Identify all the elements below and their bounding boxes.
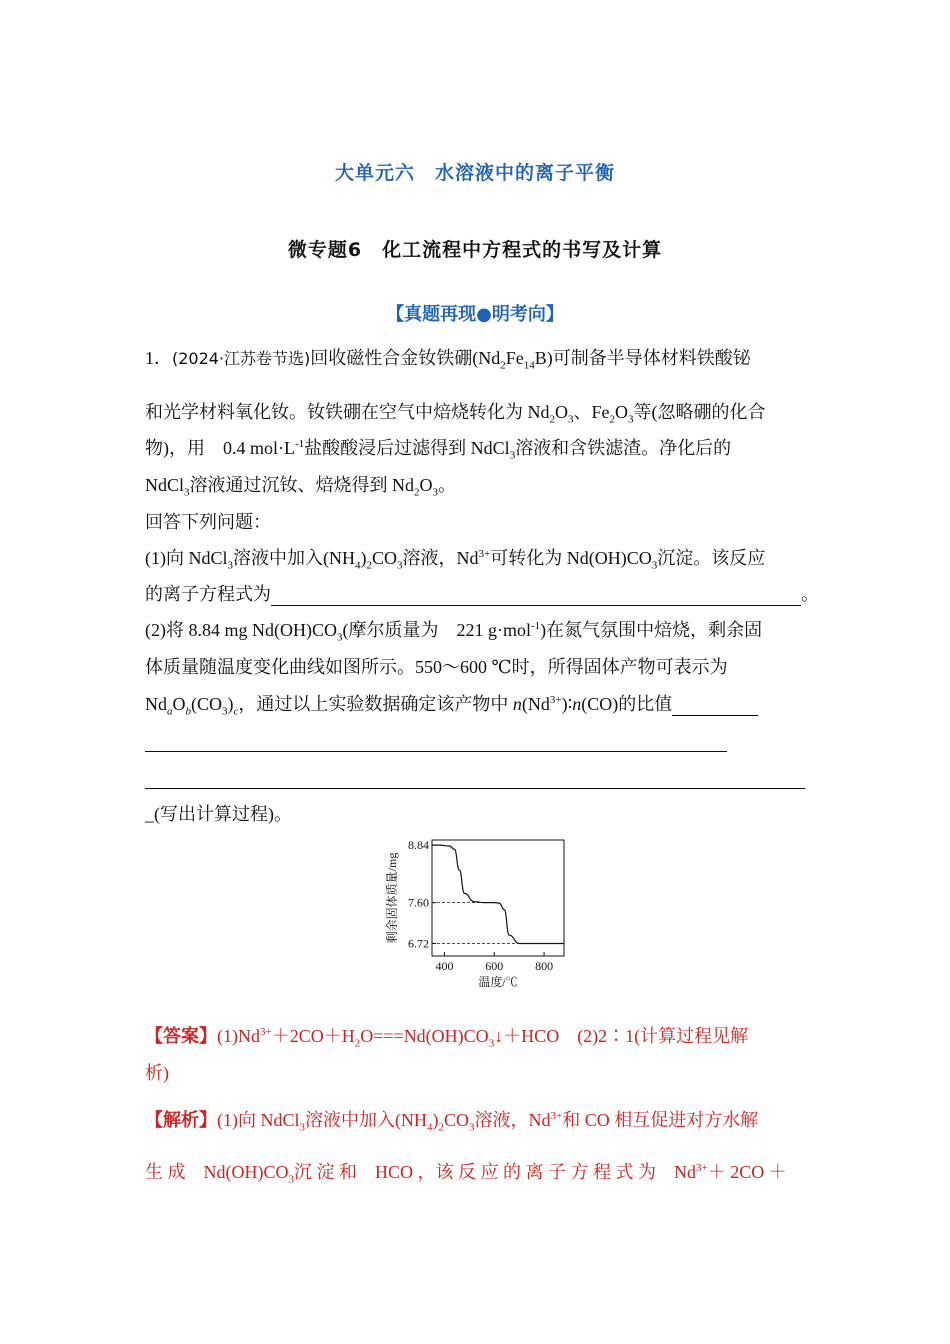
subscript: 2 — [414, 486, 420, 499]
part2-blank-line — [145, 728, 807, 752]
question-text: (CO — [191, 694, 222, 714]
x-axis-label: 温度/℃ — [478, 975, 518, 989]
question-text: )在氮气氛围中焙烧，剩余固 — [540, 620, 763, 640]
x-tick-label: 800 — [535, 959, 554, 973]
subscript: 4 — [355, 559, 361, 572]
question-text: 溶液中加入(NH — [233, 548, 355, 568]
x-tick-label: 400 — [435, 959, 454, 973]
subscript: 2 — [438, 1121, 444, 1134]
answer-text: ＋2CO＋H — [271, 1026, 355, 1046]
question-line-1 — [145, 346, 807, 371]
question-text: Fe — [505, 348, 524, 368]
answer-label: 【答案】 — [145, 1026, 217, 1047]
question-line-3 — [145, 436, 807, 460]
y-tick-label: 7.60 — [408, 895, 429, 910]
subscript: 2 — [549, 413, 555, 426]
question-text: 沉淀。该反应 — [657, 548, 766, 568]
answer-blank-2a[interactable] — [672, 697, 758, 716]
analysis-text: CO — [444, 1110, 470, 1130]
question-prompt: 回答下列问题： — [145, 512, 271, 532]
question-text: 回收磁性合金钕铁硼(Nd — [310, 348, 501, 368]
subscript: 3 — [184, 486, 190, 499]
question-text: (摩尔质量为 221 g·mol — [342, 620, 531, 640]
y-axis-label: 剩余固体质量/mg — [385, 852, 399, 944]
question-source: (2024·江苏卷节选) — [172, 349, 311, 368]
answer-blank-1[interactable] — [271, 587, 801, 606]
analysis-text: ＋ 2CO ＋ — [707, 1162, 787, 1182]
answer-text: ↓＋HCO (2)2∶1(计算过程见解 — [494, 1026, 749, 1046]
answer-line-1 — [145, 1024, 807, 1049]
question-text: (1)向 NdCl — [145, 548, 228, 568]
part2-line-1 — [145, 618, 807, 642]
italic-n: n — [512, 694, 522, 714]
section-title: 【真题再现●明考向】 — [386, 304, 564, 325]
subscript: 3 — [299, 1121, 305, 1134]
question-text: )∶ — [561, 694, 573, 714]
question-text: O — [555, 402, 568, 422]
part2-blank-line-2 — [145, 765, 807, 789]
answer-blank-2b[interactable] — [145, 733, 727, 752]
question-text: (CO)的比值 — [581, 694, 673, 714]
superscript: 3+ — [696, 1162, 708, 1174]
subscript: 3 — [432, 486, 439, 499]
answer-line-2: 析) — [145, 1063, 169, 1083]
question-text: 的离子方程式为 — [145, 584, 271, 604]
subscript: 2 — [500, 359, 506, 372]
mass-curve — [432, 845, 564, 943]
subscript: a — [167, 705, 173, 718]
subscript: 3 — [488, 1037, 495, 1050]
answer-blank-2c[interactable] — [145, 770, 805, 789]
question-text: O — [419, 475, 433, 495]
chart-frame — [432, 840, 564, 956]
analysis-line-1: 【解析】(1)向 NdCl$_3$溶液中加入$(NH_4)_2CO_3$溶液，$Nd^{3+}$和 CO 相互促进对方水解 — [145, 1110, 759, 1134]
part1-line-2 — [145, 582, 819, 606]
analysis-text: 生 成 Nd(OH)CO — [145, 1162, 289, 1182]
subscript: 3 — [509, 449, 516, 462]
question-text: B)可制备半导体材料铁酸铋 — [534, 348, 751, 368]
question-text: 可转化为 Nd(OH)CO — [490, 548, 652, 568]
question-text: 。 — [801, 584, 819, 604]
question-text: 溶液和含铁滤渣。净化后的 — [515, 438, 732, 458]
part2-line-4: _(写出计算过程)。 — [145, 804, 292, 824]
subscript: b — [185, 705, 191, 718]
analysis-text: (1)向 NdCl — [217, 1110, 300, 1130]
question-text: (2)将 8.84 mg Nd(OH)CO — [145, 620, 337, 640]
subscript: 3 — [336, 631, 343, 644]
question-text: 、Fe — [573, 402, 610, 422]
question-line-4 — [145, 473, 807, 497]
question-text: O — [615, 402, 628, 422]
question-text: 和光学材料氧化钕。钕铁硼在空气中焙烧转化为 Nd — [145, 402, 550, 422]
x-tick-label: 600 — [485, 959, 504, 973]
superscript: 3+ — [549, 694, 562, 706]
subscript: 3 — [628, 413, 634, 426]
question-text: 。 — [438, 475, 457, 495]
question-text: 物)，用 0.4 mol·L — [145, 438, 295, 458]
part2-line-3: $Nd_aO_b(CO_3)_c$，通过以上实验数据确定该产物中 $n(Nd^{3+})∶n(CO)$的比值 — [145, 692, 807, 716]
subscript: 3 — [651, 559, 658, 572]
analysis-text: 和 CO 相互促进对方水解 — [562, 1110, 759, 1130]
question-text: 盐酸酸浸后过滤得到 NdCl — [304, 438, 510, 458]
subscript: 3 — [397, 559, 403, 572]
question-line-2 — [145, 400, 807, 424]
question-text: NdCl — [145, 475, 185, 495]
analysis-line-2 — [145, 1160, 807, 1184]
subscript: 3 — [222, 705, 228, 718]
superscript: 3+ — [478, 548, 491, 560]
subscript: 2 — [354, 1037, 361, 1050]
question-text: ，通过以上实验数据确定该产物中 — [238, 694, 509, 714]
question-text: Nd — [145, 694, 167, 714]
subscript: 3 — [568, 413, 574, 426]
question-text: CO — [372, 548, 398, 568]
question-number: 1． — [145, 348, 172, 368]
subscript: 4 — [427, 1121, 433, 1134]
topic-title: 微专题6 化工流程中方程式的书写及计算 — [287, 239, 663, 261]
analysis-text: 沉 淀 和 HCO ，该 反 应 的 离 子 方 程 式 为 Nd — [294, 1162, 697, 1182]
y-tick-label: 8.84 — [408, 838, 429, 853]
analysis-text: 溶液中加入(NH — [305, 1110, 427, 1130]
part1-line-1: (1)向 NdCl$_3$溶液中加入$(NH_4)_2CO_3$溶液，$Nd^{3+}$可转化为 $Nd(OH)CO_3$沉淀。该反应 — [145, 548, 766, 572]
y-tick-label: 6.72 — [408, 936, 429, 951]
unit-title: 大单元六 水溶液中的离子平衡 — [334, 162, 615, 184]
question-text: 溶液通过沉钕、焙烧得到 Nd — [189, 475, 415, 495]
subscript: 2 — [366, 559, 372, 572]
answer-text: O===Nd(OH)CO — [360, 1026, 489, 1046]
subscript: c — [233, 705, 239, 718]
mass-temperature-chart — [380, 836, 580, 996]
subscript: 2 — [609, 413, 615, 426]
part2-line-2: 体质量随温度变化曲线如图所示。550～600 ℃时，所得固体产物可表示为 — [145, 657, 728, 677]
superscript: 3+ — [550, 1110, 563, 1122]
italic-n: n — [572, 694, 582, 714]
superscript: -1 — [530, 620, 541, 632]
question-text: (Nd — [521, 694, 550, 714]
analysis-label: 【解析】 — [145, 1110, 217, 1131]
answer-text: (1)Nd — [217, 1026, 260, 1046]
subscript: 3 — [288, 1173, 294, 1186]
superscript: -1 — [295, 438, 305, 450]
superscript: 3+ — [260, 1026, 272, 1038]
question-text: 溶液，Nd — [402, 548, 479, 568]
question-text: O — [172, 694, 186, 714]
analysis-text: 溶液，Nd — [474, 1110, 551, 1130]
question-text: 等(忽略硼的化合 — [633, 402, 766, 422]
subscript: 3 — [469, 1121, 475, 1134]
subscript: 14 — [523, 359, 535, 372]
subscript: 3 — [227, 559, 233, 572]
